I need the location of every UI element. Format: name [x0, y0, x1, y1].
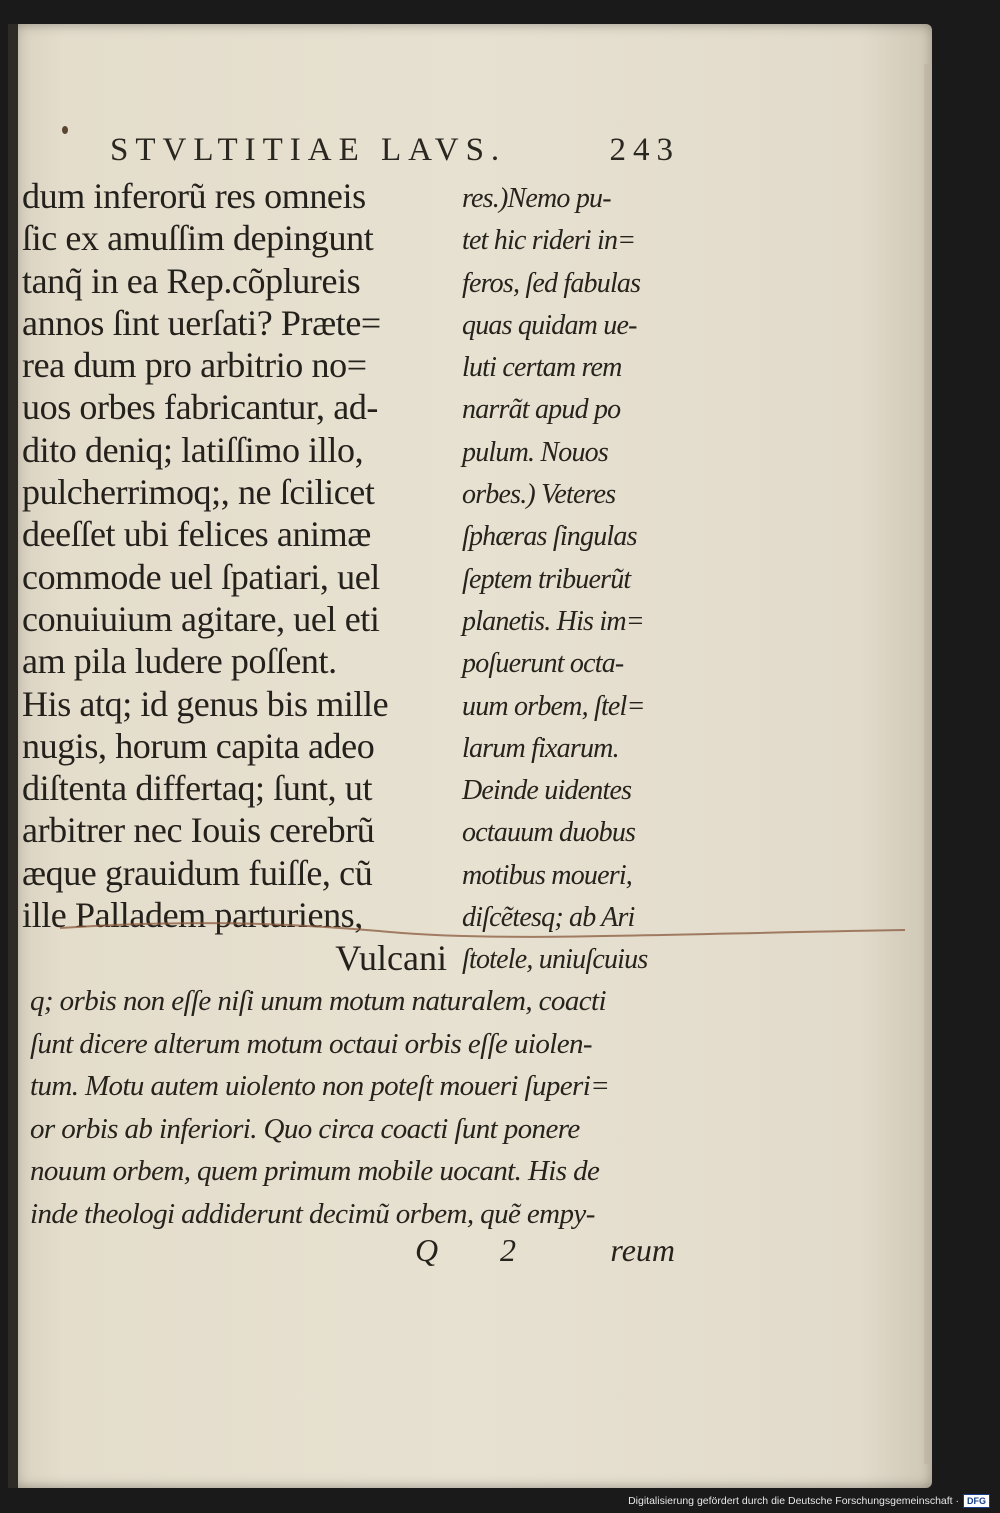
running-head-title: STVLTITIAE LAVS. — [110, 132, 507, 168]
main-line: am pila ludere poſſent. — [22, 641, 337, 682]
continuation-line: ſunt dicere alterum motum octaui orbis eſſe uiolen- — [30, 1027, 592, 1060]
page-number: 243 — [609, 132, 680, 168]
main-text-column — [22, 175, 452, 936]
main-line: tanq̃ in ea Rep.cõplureis — [22, 260, 361, 301]
main-line: ille Palladem parturiens, — [22, 895, 363, 936]
marginal-line: orbes.) Veteres — [462, 479, 616, 511]
marginal-line: feros, ſed fabulas — [462, 267, 641, 299]
continuation-line: inde theologi addiderunt decimũ orbem, quẽ empy- — [30, 1197, 595, 1230]
main-line: arbitrer nec Iouis cerebrũ — [22, 810, 375, 851]
main-line: dito deniq; latiſſimo illo, — [22, 429, 364, 470]
marginal-line: uum orbem, ſtel= — [462, 690, 645, 722]
marginal-line: octauum duobus — [462, 817, 636, 849]
catchword: reum — [610, 1232, 675, 1268]
main-line: conuiuium agitare, uel eti — [22, 598, 380, 639]
marginal-line: Deinde uidentes — [462, 775, 632, 807]
marginal-line: poſuerunt octa- — [462, 648, 624, 680]
continuation-line: tum. Motu autem uiolento non poteſt moueri ſuperi= — [30, 1070, 610, 1102]
dfg-logo-icon: DFG — [963, 1494, 990, 1508]
marginal-line: res.)Nemo pu- — [462, 183, 611, 214]
main-line: pulcherrimoq;, ne ſcilicet — [22, 472, 375, 513]
marginal-line: ſtotele, uniuſcuius — [462, 944, 648, 976]
continuation-line: or orbis ab inferiori. Quo circa coacti ſunt ponere — [30, 1112, 580, 1145]
marginal-line: ſeptem tribuerũt — [462, 563, 631, 595]
marginal-line: planetis. His im= — [462, 605, 644, 637]
continuation-line: nouum orbem, quem primum mobile uocant. His de — [30, 1155, 600, 1187]
digitization-footer — [628, 1494, 990, 1508]
marginal-line: luti certam rem — [462, 352, 622, 384]
main-catchword: Vulcani — [335, 938, 447, 978]
main-line: deeſſet ubi felices animæ — [22, 514, 371, 555]
main-line: commode uel ſpatiari, uel — [22, 556, 380, 597]
marginal-line: diſcẽtesq; ab Ari — [462, 902, 635, 934]
marginal-line: tet hic rideri in= — [462, 225, 636, 257]
pen-stroke-mark — [60, 918, 905, 942]
continuation-line: q; orbis non eſſe niſi unum motum naturalem, coacti — [30, 985, 606, 1017]
footer-credit: Digitalisierung gefördert durch die Deutsche Forschungsgemeinschaft · — [628, 1495, 959, 1507]
marginal-line: motibus moueri, — [462, 859, 633, 891]
marginal-note-continuation — [30, 980, 680, 1235]
main-line: His atq; id genus bis mille — [22, 683, 389, 724]
running-head — [110, 132, 680, 169]
main-line: ſic ex amuſſim depingunt — [22, 218, 374, 259]
main-line: æque grauidum fuiſſe, cũ — [22, 852, 373, 893]
main-line: annos ſint uerſati? Præte= — [22, 302, 381, 343]
page-edge — [924, 64, 932, 1464]
main-line: nugis, horum capita adeo — [22, 725, 375, 766]
signature-number: 2 — [500, 1232, 516, 1268]
main-line: uos orbes fabricantur, ad- — [22, 387, 379, 428]
main-line: dum inferorũ res omneis — [22, 176, 366, 216]
marginal-note-column — [462, 178, 682, 982]
marginal-line: narrãt apud po — [462, 394, 621, 426]
main-line: rea dum pro arbitrio no= — [22, 345, 367, 386]
marginal-line: ſphæras ſingulas — [462, 521, 637, 553]
marginal-line: quas quidam ue- — [462, 309, 637, 341]
signature-mark: Q — [415, 1232, 439, 1268]
ink-dot — [62, 126, 68, 134]
main-line: diſtenta differtaq; ſunt, ut — [22, 768, 373, 809]
marginal-line: pulum. Nouos — [462, 436, 608, 468]
book-spine-shadow — [8, 24, 18, 1488]
marginal-line: larum fixarum. — [462, 732, 619, 764]
